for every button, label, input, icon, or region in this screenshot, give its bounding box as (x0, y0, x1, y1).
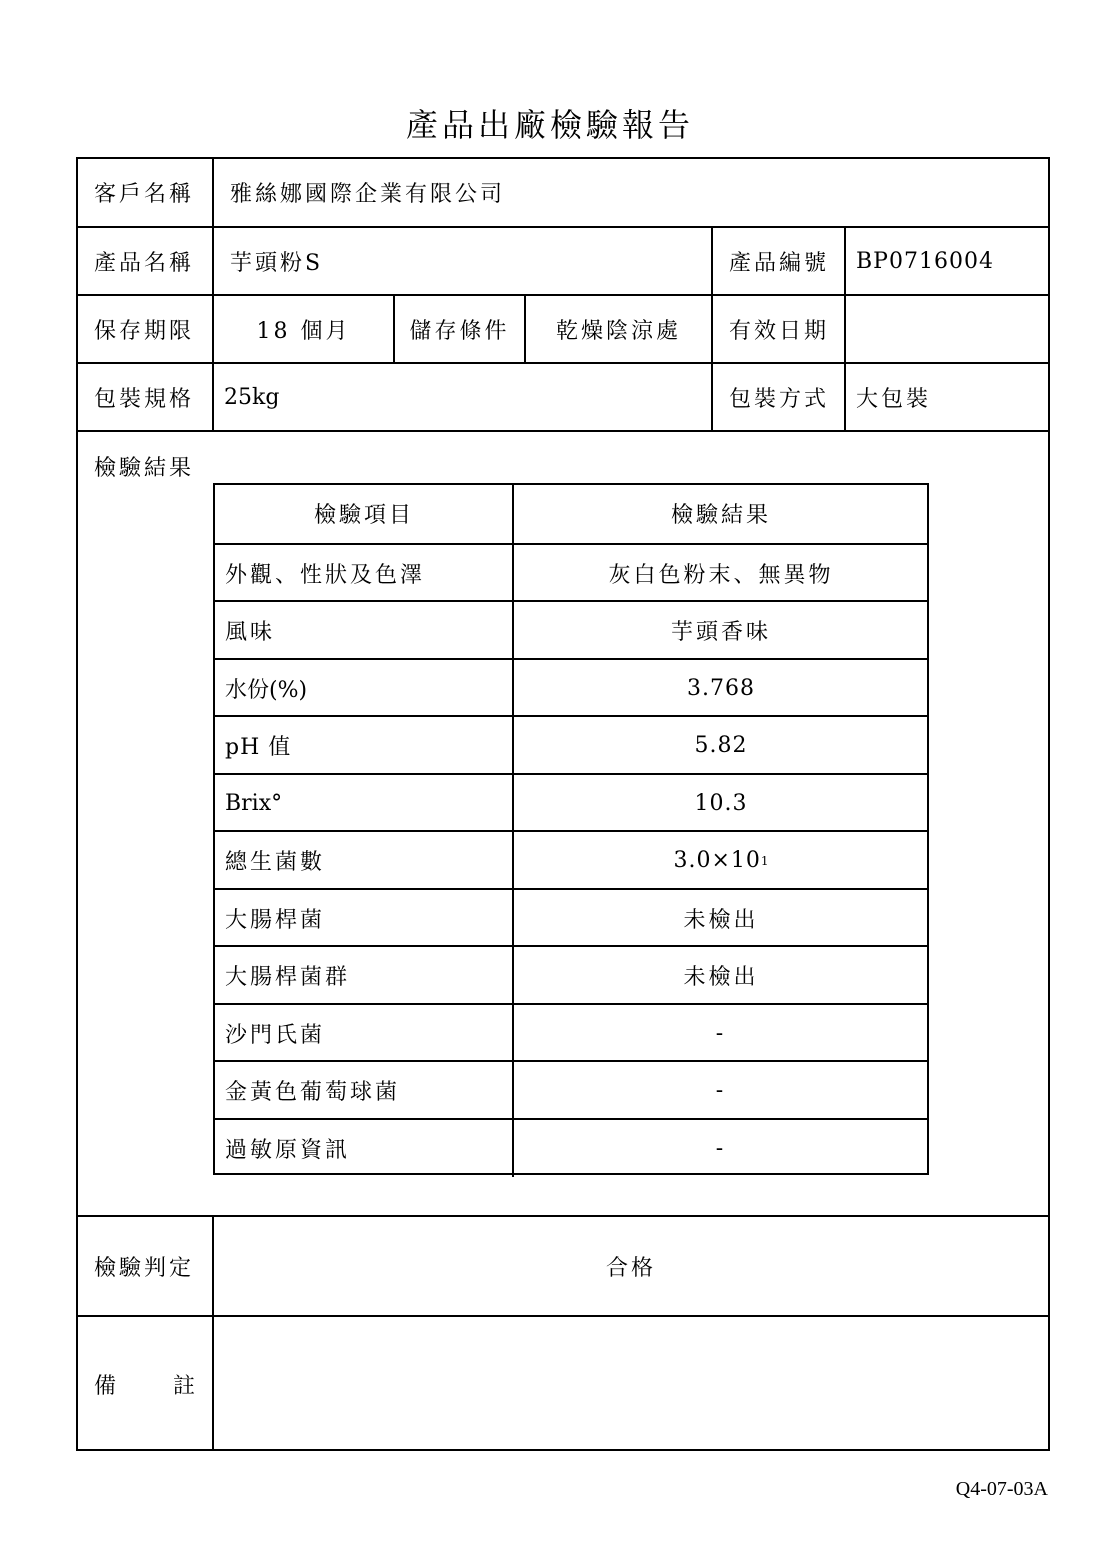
table-row (215, 543, 927, 603)
remarks-value (214, 1317, 1048, 1449)
remarks-label-right: 註 (172, 1373, 198, 1399)
row-result: - (715, 1020, 727, 1046)
pack-spec-label: 包裝規格 (94, 386, 195, 412)
row-result: 芋頭香味 (670, 620, 771, 646)
remarks-label (94, 1317, 198, 1451)
product-name-value: 芋頭粉S (230, 250, 324, 276)
table-row (215, 830, 927, 890)
row-result: 3.768 (687, 675, 755, 701)
table-row (215, 773, 927, 833)
table-header-row (215, 485, 927, 543)
table-row (215, 945, 927, 1005)
form-code: Q4-07-03A (955, 1478, 1048, 1500)
row-result: 5.82 (694, 733, 748, 759)
pack-spec-value: 25kg (224, 384, 280, 410)
table-row (215, 658, 927, 718)
column-header-item: 檢驗項目 (313, 503, 414, 529)
results-section-label: 檢驗結果 (94, 455, 195, 481)
shelf-life-label: 保存期限 (94, 318, 195, 344)
row-result (515, 832, 927, 890)
row-item: 大腸桿菌 (225, 907, 326, 933)
product-code-value: BP0716004 (856, 248, 994, 274)
table-row (215, 888, 927, 948)
pack-method-label: 包裝方式 (729, 386, 830, 412)
row-result: 灰白色粉末、無異物 (608, 562, 834, 588)
row-result: 未檢出 (683, 907, 759, 933)
results-table (213, 483, 929, 1175)
row-item: 總生菌數 (225, 850, 326, 876)
row-item: 外觀、性狀及色澤 (225, 562, 426, 588)
product-code-label: 產品編號 (729, 250, 830, 276)
table-row (215, 600, 927, 660)
row-item: 風味 (225, 620, 276, 646)
row-item: Brix° (225, 790, 283, 816)
divider (78, 430, 1048, 432)
result-base: 3.0×10 (673, 848, 761, 874)
table-row (215, 1003, 927, 1063)
row-result: 未檢出 (683, 965, 759, 991)
row-item: 沙門氏菌 (225, 1022, 326, 1048)
result-exponent: 1 (760, 853, 769, 868)
row-result: - (715, 1078, 727, 1104)
row-result: 10.3 (694, 790, 748, 816)
judgement-label: 檢驗判定 (94, 1255, 195, 1281)
customer-label: 客戶名稱 (94, 182, 195, 207)
product-name-label: 產品名稱 (94, 250, 195, 276)
row-item: 水份(%) (225, 677, 308, 703)
table-row (215, 715, 927, 775)
report-frame (76, 157, 1050, 1451)
shelf-life-value: 18 個月 (256, 318, 351, 344)
pack-method-value: 大包裝 (856, 386, 932, 412)
row-result: - (715, 1135, 727, 1161)
row-item: 過敏原資訊 (225, 1137, 351, 1163)
customer-value: 雅絲娜國際企業有限公司 (230, 182, 506, 207)
storage-value: 乾燥陰涼處 (555, 318, 681, 344)
row-item: 大腸桿菌群 (225, 965, 351, 991)
remarks-label-left: 備 (94, 1373, 120, 1399)
report-title: 產品出廠檢驗報告 (405, 106, 694, 144)
table-row (215, 1118, 927, 1178)
row-item: pH 值 (225, 735, 292, 761)
row-item: 金黃色葡萄球菌 (225, 1080, 401, 1106)
expiry-label: 有效日期 (729, 318, 830, 344)
expiry-value (846, 296, 1048, 362)
judgement-value: 合格 (605, 1255, 656, 1281)
storage-label: 儲存條件 (409, 318, 510, 344)
table-row (215, 1060, 927, 1120)
column-header-result: 檢驗結果 (670, 503, 771, 529)
